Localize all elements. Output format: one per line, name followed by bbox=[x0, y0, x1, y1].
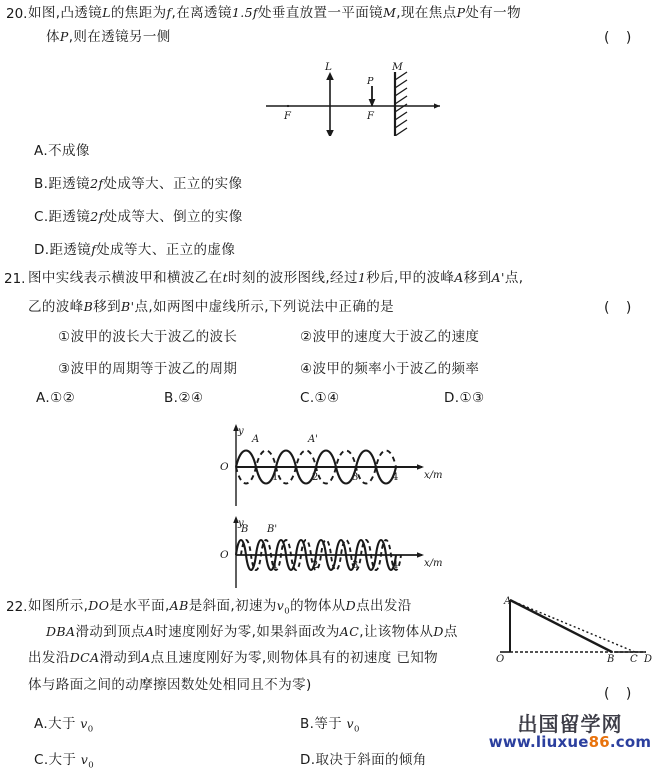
q20-opt-d-text-b: 处成等大、正立的虚像 bbox=[96, 242, 236, 258]
q21-stmt-1-marker: ① bbox=[58, 329, 71, 345]
q22-opt-c-label: C. bbox=[34, 752, 49, 768]
question-21-option-b bbox=[164, 390, 203, 406]
q22-l1-v2: AB bbox=[169, 598, 189, 613]
question-22-option-b bbox=[300, 712, 360, 735]
svg-text:x/m: x/m bbox=[424, 470, 443, 481]
q20-opt-b-label: B. bbox=[34, 176, 49, 192]
q20-opt-a-text: 不成像 bbox=[48, 143, 90, 159]
question-22-answer-bracket: ( ) bbox=[604, 686, 638, 702]
q22-l1-v3: $v_0$ bbox=[276, 598, 291, 617]
q21-l1-d: 移到 bbox=[463, 270, 492, 286]
q22-opt-a-text: 大于 bbox=[48, 716, 76, 732]
svg-text:B': B' bbox=[267, 524, 278, 535]
svg-text:M: M bbox=[392, 61, 403, 73]
q21-stmt-3-text: 波甲的周期等于波乙的周期 bbox=[70, 361, 238, 377]
question-20-option-a bbox=[34, 139, 90, 159]
q21-opt-b-label: B. bbox=[164, 390, 179, 406]
q22-l1-c: 是斜面,初速为 bbox=[188, 598, 277, 614]
watermark-url-highlight: 86 bbox=[588, 733, 610, 751]
watermark-chinese: 出国留学网 bbox=[517, 712, 623, 736]
svg-text:C: C bbox=[630, 654, 638, 664]
q22-l4-a: 体与路面之间的动摩擦因数处处相同且不为零) bbox=[28, 677, 312, 693]
q22-l1-v4: D bbox=[345, 598, 357, 613]
question-21-statement-3 bbox=[58, 357, 237, 377]
question-20-line1 bbox=[28, 6, 521, 21]
svg-text:y: y bbox=[238, 518, 244, 529]
q22-l1-d: 的物体从 bbox=[290, 598, 346, 614]
q22-opt-c-text: 大于 bbox=[48, 752, 77, 768]
q20-l2-a: 体 bbox=[46, 29, 60, 45]
question-20-line2 bbox=[46, 30, 171, 45]
q20-l1-v5: P bbox=[456, 5, 466, 20]
q21-stmt-1-text: 波甲的波长大于波乙的波长 bbox=[70, 329, 238, 345]
question-20-number: 20. bbox=[6, 6, 28, 22]
svg-text:4: 4 bbox=[392, 560, 399, 571]
q21-stmt-3-marker: ③ bbox=[58, 361, 71, 377]
svg-text:2: 2 bbox=[312, 560, 319, 571]
q22-l1-a: 如图所示, bbox=[28, 598, 89, 614]
question-22-number: 22. bbox=[6, 599, 28, 615]
q20-l1-v4: M bbox=[383, 5, 397, 20]
q22-l2-v2: A bbox=[144, 624, 155, 639]
q21-l1-v1: t bbox=[222, 270, 229, 285]
q22-l2-c: ,让该物体从 bbox=[359, 624, 434, 640]
q22-l3-v1: DCA bbox=[69, 650, 100, 665]
svg-text:3: 3 bbox=[352, 560, 359, 571]
q20-opt-d-text-a: 距透镜 bbox=[49, 242, 92, 258]
svg-text:4: 4 bbox=[392, 472, 399, 483]
q20-l1-e: ,现在焦点 bbox=[396, 5, 457, 21]
q22-l3-a: 出发沿 bbox=[28, 650, 70, 666]
q22-l2-a: 滑动到顶点 bbox=[75, 624, 145, 640]
lens-mirror-diagram bbox=[262, 60, 447, 136]
question-21-statement-2 bbox=[300, 325, 479, 345]
q22-opt-a-var: $v_0$ bbox=[75, 716, 94, 735]
svg-text:F: F bbox=[284, 111, 291, 122]
question-20-option-b bbox=[34, 172, 242, 192]
q20-l2-v1: P bbox=[59, 29, 69, 44]
q21-l1-c: 秒后,甲的波峰 bbox=[366, 270, 455, 286]
q21-stmt-4-text: 波甲的频率小于波乙的频率 bbox=[312, 361, 480, 377]
q20-opt-a-label: A. bbox=[34, 143, 49, 159]
question-21-statement-4 bbox=[300, 357, 479, 377]
question-21-line1 bbox=[28, 271, 523, 286]
question-21-answer-bracket: ( ) bbox=[604, 300, 638, 316]
question-21-option-c bbox=[300, 390, 340, 406]
q22-opt-b-label: B. bbox=[300, 716, 315, 732]
question-22-option-c bbox=[34, 748, 94, 771]
q21-opt-d-text: ①③ bbox=[459, 390, 485, 406]
q20-l1-v1: L bbox=[102, 5, 111, 20]
q22-opt-a-label: A. bbox=[34, 716, 49, 732]
q20-opt-c-text-a: 距透镜 bbox=[48, 209, 91, 225]
question-22-option-d bbox=[300, 748, 427, 768]
question-21-option-a bbox=[36, 390, 75, 406]
svg-text:1: 1 bbox=[272, 472, 279, 483]
q20-opt-d-label: D. bbox=[34, 242, 50, 258]
svg-text:F: F bbox=[367, 111, 374, 122]
question-21-statement-1 bbox=[58, 325, 237, 345]
q22-l3-c: 点且速度刚好为零,则物体具有的初速度 已知物 bbox=[150, 650, 439, 666]
question-22-option-a bbox=[34, 712, 94, 735]
svg-text:P: P bbox=[367, 76, 374, 87]
q20-opt-b-text-b: 处成等大、正立的实像 bbox=[103, 176, 243, 192]
svg-text:1: 1 bbox=[272, 560, 279, 571]
site-watermark bbox=[482, 714, 658, 750]
q21-opt-c-text: ①④ bbox=[314, 390, 340, 406]
watermark-url-prefix: www.liuxue bbox=[488, 733, 589, 751]
q21-opt-a-text: ①② bbox=[50, 390, 76, 406]
svg-text:2: 2 bbox=[312, 472, 319, 483]
svg-text:O: O bbox=[220, 461, 229, 473]
svg-text:B: B bbox=[241, 524, 249, 535]
question-22-line2 bbox=[46, 625, 458, 640]
q22-opt-b-var: $v_0$ bbox=[342, 716, 360, 735]
svg-text:O: O bbox=[220, 549, 229, 561]
q21-l1-v3: A bbox=[454, 270, 464, 285]
question-22-line4 bbox=[28, 678, 312, 693]
q21-l2-a: 乙的波峰 bbox=[28, 299, 84, 315]
q22-opt-c-var: $v_0$ bbox=[76, 752, 94, 771]
q22-l2-v1: DBA bbox=[46, 624, 76, 639]
q21-stmt-2-marker: ② bbox=[300, 329, 313, 345]
question-21-number: 21. bbox=[4, 271, 26, 287]
q20-l1-a: 如图,凸透镜 bbox=[28, 5, 103, 21]
q20-l1-d: 处垂直放置一平面镜 bbox=[257, 5, 384, 21]
watermark-url-suffix: .com bbox=[609, 733, 652, 751]
q21-l1-a: 图中实线表示横波甲和横波乙在 bbox=[28, 270, 223, 286]
q20-opt-c-label: C. bbox=[34, 209, 49, 225]
svg-text:y: y bbox=[238, 426, 244, 437]
q21-opt-c-label: C. bbox=[300, 390, 315, 406]
question-21-line2 bbox=[28, 300, 394, 315]
q22-l1-b: 是水平面, bbox=[109, 598, 170, 614]
svg-text:A': A' bbox=[308, 434, 318, 445]
q20-l1-v3: 1.5f bbox=[231, 5, 258, 20]
svg-text:3: 3 bbox=[352, 472, 359, 483]
q20-opt-d-var: f bbox=[91, 242, 97, 257]
svg-text:D: D bbox=[644, 654, 653, 664]
q22-l2-b: 时速度刚好为零,如果斜面改为 bbox=[154, 624, 340, 640]
q20-opt-c-var: 2f bbox=[90, 209, 104, 224]
q21-opt-d-label: D. bbox=[444, 390, 460, 406]
question-20-option-c bbox=[34, 205, 243, 225]
svg-text:x/m: x/m bbox=[424, 558, 443, 569]
wave-diagram-yi bbox=[210, 512, 450, 592]
q21-l1-v4: A' bbox=[491, 270, 505, 285]
q20-l1-b: 的焦距为 bbox=[110, 5, 167, 21]
q22-l2-d: 点 bbox=[443, 624, 458, 640]
q20-l1-c: ,在离透镜 bbox=[171, 5, 232, 21]
q20-opt-b-var: 2f bbox=[90, 176, 104, 191]
q22-opt-d-label: D. bbox=[300, 752, 316, 768]
q20-l1-v2: f bbox=[166, 5, 172, 20]
q20-l2-b: ,则在透镜另一侧 bbox=[68, 29, 171, 45]
question-21-option-d bbox=[444, 390, 485, 406]
watermark-url bbox=[482, 735, 658, 750]
question-22-line3 bbox=[28, 651, 438, 666]
q21-opt-a-label: A. bbox=[36, 390, 51, 406]
q22-l3-b: 滑动到 bbox=[99, 650, 142, 666]
svg-text:B: B bbox=[607, 654, 615, 664]
q22-l2-v4: D bbox=[433, 624, 444, 639]
q22-l1-v1: DO bbox=[88, 598, 110, 613]
q21-l2-b: 移到 bbox=[93, 299, 122, 315]
wave-diagram-jia bbox=[210, 418, 450, 510]
q21-l1-e: 点, bbox=[504, 270, 524, 286]
question-20-answer-bracket: ( ) bbox=[604, 30, 638, 46]
question-20-option-d bbox=[34, 238, 235, 258]
svg-text:A: A bbox=[504, 596, 512, 607]
q20-opt-c-text-b: 处成等大、倒立的实像 bbox=[103, 209, 243, 225]
question-22-line1 bbox=[28, 599, 412, 617]
q21-l1-v2: 1 bbox=[357, 270, 367, 285]
q22-l3-v2: A bbox=[141, 650, 151, 665]
q21-l2-c: 点,如两图中虚线所示,下列说法中正确的是 bbox=[134, 299, 395, 315]
q22-l1-e: 点出发沿 bbox=[356, 598, 412, 614]
svg-text:A: A bbox=[252, 434, 260, 445]
q20-opt-b-text-a: 距透镜 bbox=[48, 176, 91, 192]
q22-l2-v3: AC bbox=[339, 624, 360, 639]
q21-l1-b: 时刻的波形图线,经过 bbox=[228, 270, 358, 286]
q20-l1-f: 处有一物 bbox=[465, 5, 521, 21]
svg-text:L: L bbox=[325, 61, 332, 73]
q22-opt-b-text: 等于 bbox=[314, 716, 343, 732]
q21-opt-b-text: ②④ bbox=[178, 390, 204, 406]
q21-stmt-4-marker: ④ bbox=[300, 361, 313, 377]
q21-l2-v1: B bbox=[83, 299, 94, 314]
svg-text:O: O bbox=[496, 654, 505, 664]
q22-opt-d-text: 取决于斜面的倾角 bbox=[315, 752, 427, 768]
q21-l2-v2: B' bbox=[121, 299, 135, 314]
incline-triangle-diagram bbox=[494, 596, 658, 664]
q21-stmt-2-text: 波甲的速度大于波乙的速度 bbox=[312, 329, 480, 345]
